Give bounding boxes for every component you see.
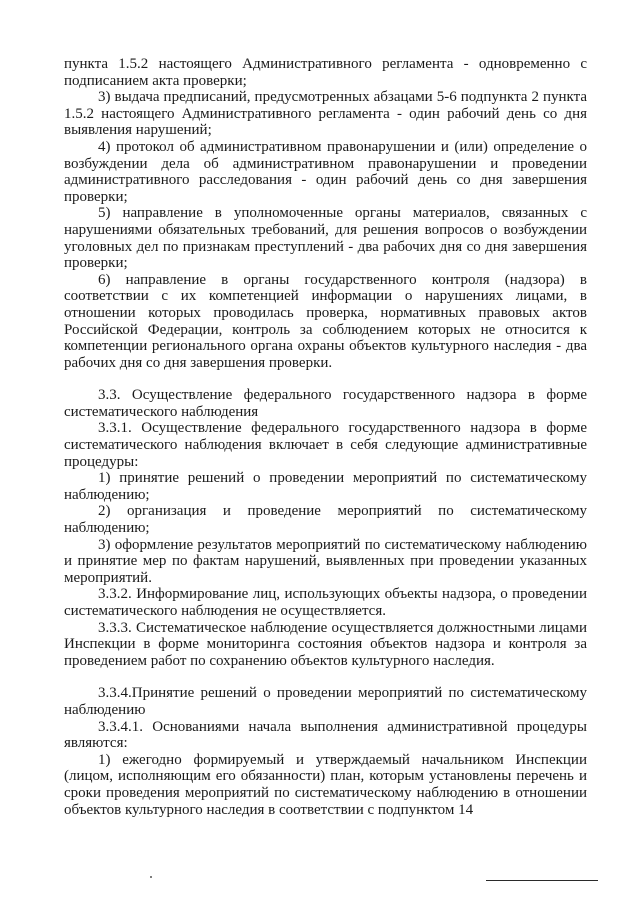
basis-item-1: 1) ежегодно формируемый и утверждаемый начальником Инспекции (лицом, исполняющим его обязанности) план, которым установлены перечень и сроки проведения мероприятий по систематическому наблюдению в отношении объектов культурного наследия в соответствии с подпунктом 14 [64,751,587,818]
paragraph-item-6: 6) направление в органы государственного контроля (надзора) в соответствии с их компетенцией информации о нарушениях лицами, в отношении которых проводилась проверка, нормативных правовых актов Российской Федерации, контроль за соблюдением которых не относится к компетенции регионального органа охраны объектов культурного наследия - два рабочих дня со дня завершения проверки. [64,271,587,371]
footer-rule [486,880,598,881]
paragraph-item-4: 4) протокол об административном правонарушении и (или) определение о возбуждении дела об административном правонарушении и проведении административного расследования - один рабочий день со дня завершения проверки; [64,138,587,205]
scan-speck [150,876,152,878]
procedure-item-2: 2) организация и проведение мероприятий по систематическому наблюдению; [64,503,587,537]
procedure-item-3: 3) оформление результатов мероприятий по систематическому наблюдению и принятие мер по фактам нарушений, выявленных при проведении указанных мероприятий. [64,536,587,586]
section-gap [64,669,587,685]
section-heading-3-3: 3.3. Осуществление федерального государственного надзора в форме систематического наблюдения [64,387,587,420]
paragraph-3-3-3: 3.3.3. Систематическое наблюдение осуществляется должностными лицами Инспекции в форме мониторинга состояния объектов надзора и контроля за проведением работ по сохранению объектов культурного наследия. [64,619,587,669]
document-body [64,56,587,818]
paragraph-3-3-2: 3.3.2. Информирование лиц, использующих объекты надзора, о проведении систематического наблюдения не осуществляется. [64,586,587,619]
paragraph-item-3: 3) выдача предписаний, предусмотренных абзацами 5-6 подпункта 2 пункта 1.5.2 настоящего Административного регламента - один рабочий день со дня выявления нарушений; [64,89,587,139]
section-heading-3-3-4: 3.3.4.Принятие решений о проведении мероприятий по систематическому наблюдению [64,685,587,718]
procedure-item-1: 1) принятие решений о проведении мероприятий по систематическому наблюдению; [64,470,587,503]
paragraph-continuation: пункта 1.5.2 настоящего Административного регламента - одновременно с подписанием акта проверки; [64,56,587,89]
paragraph-3-3-4-1: 3.3.4.1. Основаниями начала выполнения административной процедуры являются: [64,718,587,752]
paragraph-3-3-1: 3.3.1. Осуществление федерального государственного надзора в форме систематического наблюдения включает в себя следующие административные процедуры: [64,420,587,470]
section-gap [64,371,587,387]
paragraph-item-5: 5) направление в уполномоченные органы материалов, связанных с нарушениями обязательных требований, для решения вопросов о возбуждении уголовных дел по признакам преступлений - два рабочих дня со дня завершения проверки; [64,205,587,272]
